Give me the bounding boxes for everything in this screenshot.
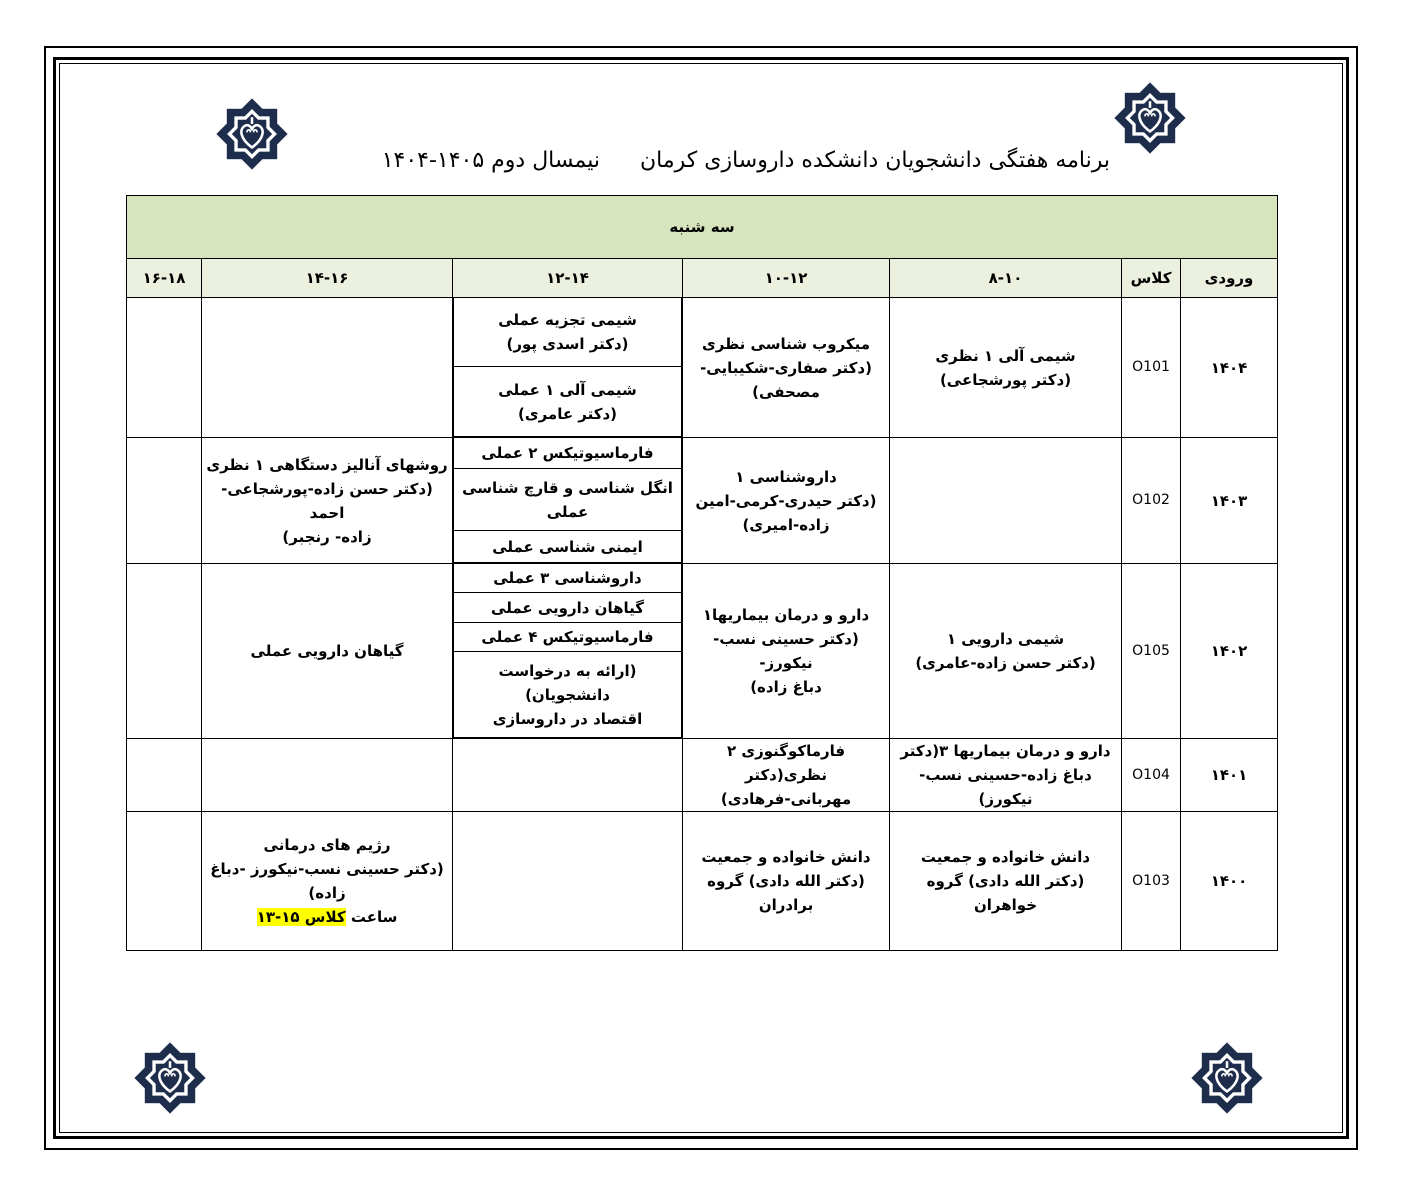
entry-cell: ۱۴۰۱ <box>1181 739 1278 812</box>
course-line: (دکتر حسن زاده-پورشجاعی-احمد <box>221 479 433 522</box>
slot2-cell <box>683 298 890 438</box>
slot1-cell <box>890 298 1122 438</box>
class-cell: O102 <box>1122 438 1181 564</box>
class-time-highlight: کلاس ۱۵-۱۳ <box>256 908 346 926</box>
page-title: برنامه هفتگی دانشجویان دانشکده داروسازی کرمان <box>640 148 1110 173</box>
course-line: دارو و درمان بیماریها ۳(دکتر <box>900 742 1111 760</box>
course-line: (دکتر حسن زاده-عامری) <box>915 654 1096 672</box>
slot5-cell <box>127 298 202 438</box>
column-header-slot5: ۱۶-۱۸ <box>127 259 202 298</box>
course-line: مهربانی-فرهادی) <box>720 790 852 808</box>
university-star-emblem-icon <box>210 92 294 176</box>
slot4-cell <box>202 438 453 564</box>
course-line: زاده) <box>308 884 346 902</box>
class-time-prefix: ساعت <box>350 908 398 926</box>
course-line: گیاهان دارویی عملی <box>250 642 404 660</box>
course-line: شیمی آلی ۱ نظری <box>935 346 1076 365</box>
slot4-cell <box>202 298 453 438</box>
course-line: رژیم های درمانی <box>263 836 391 854</box>
course-line: دباغ زاده) <box>750 678 822 696</box>
column-header-class: کلاس <box>1122 259 1181 298</box>
table-row <box>127 739 1278 812</box>
slot1-cell <box>890 739 1122 812</box>
course-line: میکروب شناسی نظری <box>701 334 871 353</box>
course-line: زاده- رنجبر) <box>282 527 372 546</box>
column-header-entry: ورودی <box>1181 259 1278 298</box>
column-header-slot2: ۱۰-۱۲ <box>683 259 890 298</box>
class-cell: O104 <box>1122 739 1181 812</box>
university-star-emblem-icon <box>1185 1036 1269 1120</box>
slot5-cell <box>127 739 202 812</box>
table-row <box>127 298 1278 438</box>
slot5-cell <box>127 564 202 739</box>
course-line: (دکتر عامری) <box>517 404 618 423</box>
course-line: (دکتر صفاری-شکیبایی- <box>700 358 872 377</box>
university-star-emblem-icon <box>1108 76 1192 160</box>
class-time-line <box>206 905 448 929</box>
course-line: روشهای آنالیز دستگاهی ۱ نظری <box>206 455 448 474</box>
slot2-cell <box>683 812 890 951</box>
course-line: (دکتر اسدی پور) <box>506 335 629 354</box>
course-line: اقتصاد در داروسازی <box>492 709 643 728</box>
course-line: دانش خانواده و جمعیت <box>920 848 1091 866</box>
term-label: نیمسال دوم ۱۴۰۵-۱۴۰۴ <box>381 148 600 173</box>
slot4-cell <box>202 739 453 812</box>
course-line: داروشناسی ۳ عملی <box>493 569 642 588</box>
course-line: داروشناسی ۱ <box>735 467 837 486</box>
slot1-cell <box>890 564 1122 739</box>
entry-cell: ۱۴۰۴ <box>1181 298 1278 438</box>
entry-cell: ۱۴۰۳ <box>1181 438 1278 564</box>
slot5-cell <box>127 438 202 564</box>
slot1-cell <box>890 812 1122 951</box>
slot2-cell <box>683 438 890 564</box>
course-line: ایمنی شناسی عملی <box>492 537 643 556</box>
course-line: دارو و درمان بیماریها۱ <box>702 606 870 624</box>
course-line: دانش خانواده و جمعیت <box>701 848 871 866</box>
slot3-cell <box>453 438 683 564</box>
course-line: دباغ زاده-حسینی نسب-نیکورز) <box>919 766 1092 808</box>
course-line: (ارائه به درخواست دانشجویان) <box>498 661 637 704</box>
course-line: فارماسیوتیکس ۲ عملی <box>481 444 654 463</box>
class-cell: O105 <box>1122 564 1181 739</box>
class-cell: O103 <box>1122 812 1181 951</box>
course-line: شیمی تجزیه عملی <box>498 311 637 330</box>
course-line: گیاهان دارویی عملی <box>491 598 644 617</box>
entry-cell: ۱۴۰۲ <box>1181 564 1278 739</box>
slot4-cell <box>202 812 453 951</box>
table-row <box>127 812 1278 951</box>
column-header-slot3: ۱۲-۱۴ <box>453 259 683 298</box>
column-header-slot1: ۸-۱۰ <box>890 259 1122 298</box>
slot1-cell <box>890 438 1122 564</box>
column-header-slot4: ۱۴-۱۶ <box>202 259 453 298</box>
course-line: انگل شناسی و قارچ شناسی عملی <box>462 478 673 521</box>
entry-cell: ۱۴۰۰ <box>1181 812 1278 951</box>
slot3-cell <box>453 298 683 438</box>
slot2-cell <box>683 564 890 739</box>
course-line: (دکتر الله دادی) گروه <box>707 872 865 890</box>
course-line: (دکتر حسینی نسب-نیکورز- <box>713 630 859 672</box>
course-line: مصحفی) <box>752 382 820 401</box>
university-star-emblem-icon <box>128 1036 212 1120</box>
course-line: (دکتر پورشجاعی) <box>939 370 1072 389</box>
table-row <box>127 438 1278 564</box>
course-line: شیمی آلی ۱ عملی <box>498 380 637 399</box>
course-line: فارماسیوتیکس ۴ عملی <box>481 627 654 646</box>
day-header: سه شنبه <box>127 196 1278 259</box>
course-line: (دکتر حیدری-کرمی-امین <box>695 491 877 510</box>
slot3-cell <box>453 739 683 812</box>
slot3-cell <box>453 812 683 951</box>
course-line: (دکتر حسینی نسب-نیکورز -دباغ <box>210 860 444 878</box>
slot4-cell <box>202 564 453 739</box>
course-line: زاده-امیری) <box>742 515 830 534</box>
slot2-cell <box>683 739 890 812</box>
course-line: فارماکوگنوزی ۲ نظری(دکتر <box>726 742 846 784</box>
course-line: (دکتر الله دادی) گروه خواهران <box>926 872 1085 914</box>
course-line: برادران <box>758 896 814 914</box>
table-row <box>127 564 1278 739</box>
weekly-schedule-table <box>126 195 1278 951</box>
slot5-cell <box>127 812 202 951</box>
slot3-cell <box>453 564 683 739</box>
course-line: شیمی دارویی ۱ <box>946 630 1065 648</box>
class-cell: O101 <box>1122 298 1181 438</box>
